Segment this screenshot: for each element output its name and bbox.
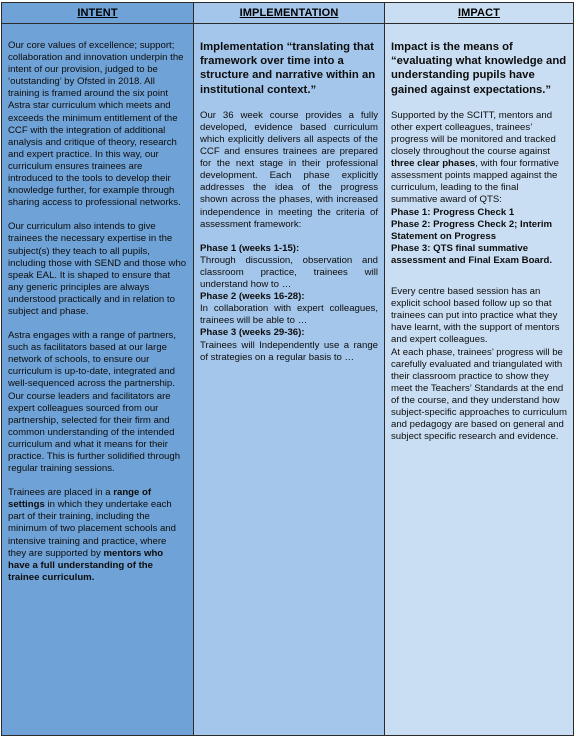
phase-2-text: In collaboration with expert colleagues, trainees will be able to … [200, 303, 378, 327]
intent-p4-bold-mentors: mentors who have a full understanding of the trainee curriculum. [8, 547, 164, 583]
progress-check-1-text: Phase 1: Progress Check 1 [391, 206, 515, 218]
progress-check-3-text: Phase 3: QTS final summative assessment and Final Exam Board. [391, 242, 553, 266]
phase-1-title: Phase 1 (weeks 1-15): [200, 242, 300, 254]
impact-p1-bold-phases: three clear phases [391, 158, 476, 170]
phase-1-text: Through discussion, observation and classroom practice, trainees will understand how to … [200, 254, 378, 291]
intent-body [2, 24, 193, 584]
impact-column [384, 3, 573, 735]
phase-2-title: Phase 2 (weeks 16-28): [200, 291, 305, 303]
impact-p1-text-c: , with four formative assessment points mapped against the curriculum, leading to the final summative award of QTS: [391, 158, 559, 206]
impact-body [385, 24, 573, 443]
intent-column [2, 3, 193, 735]
impact-paragraph-2: Every centre based session has an explicit school based follow up so that trainees can put into practice what they have learnt, with the support of mentors and expert colleagues. [391, 286, 560, 346]
implementation-column [193, 3, 384, 735]
implementation-body [194, 24, 384, 364]
impact-heading: IMPACT [385, 3, 573, 24]
curriculum-table [1, 2, 574, 736]
progress-check-3 [391, 243, 567, 267]
intent-p4-text-c: in which they undertake each part of their training, including the minimum of two placement schools and intensive training and practice, where they are supported by [8, 499, 176, 559]
intent-p4-text-a: Trainees are placed in a [8, 487, 114, 499]
implementation-heading: IMPLEMENTATION [194, 3, 384, 24]
phase-3-title: Phase 3 (weeks 29-36): [200, 327, 305, 339]
implementation-paragraph-1: Our 36 week course provides a fully developed, evidence based curriculum which explicitly delivers all aspects of the CCF and ensures trainees are prepared for the next stage in their professional development. Each phase explicitly addresses the idea of the progress shown across the phases, with increased independence in meeting the criteria of assessment framework: [200, 109, 378, 230]
intent-paragraph-3: Astra engages with a range of partners, such as facilitators based at our large network of schools, to ensure our curriculum is up-to-date, integrated and well-sequenced across the partnership. Our course leaders and facilitators are expert colleagues sourced from our partnership, selected for their firm and common understanding of the intended curriculum and what it means for their practice. This is further solidified through regular training sessions. [8, 330, 181, 475]
intent-heading: INTENT [2, 3, 193, 24]
intent-paragraph-1: Our core values of excellence; support; collaboration and innovation underpin the intent of our provision, judged to be ‘outstanding’ by Ofsted in 2018. All training is framed around the six point Astra star curriculum which meets and exceeds the minimum entitlement of the CCF with the integration of additional analysis and critique of theory, research and expert practice. In this way, our curriculum ensures trainees are introduced to the tools to develop their knowledge further, for example through sharing access to professional networks. [8, 40, 184, 209]
progress-check-2-text: Phase 2: Progress Check 2; Interim Statement on Progress [391, 218, 553, 242]
impact-paragraph-1 [391, 110, 567, 207]
impact-p1-text-a: Supported by the SCITT, mentors and other expert colleagues, trainees’ progress will be monitored and tracked closely throughout the course against [391, 109, 556, 158]
implementation-lead: Implementation “translating that framework over time into a structure and narrative within an institutional context.” [200, 41, 376, 96]
intent-p4-bold-settings: range of settings [8, 487, 152, 511]
progress-check-1 [391, 207, 567, 219]
phase-3-text: Trainees will Independently use a range of strategies on a regular basis to … [200, 339, 378, 363]
progress-check-2 [391, 219, 567, 243]
intent-paragraph-2: Our curriculum also intends to give trainees the necessary expertise in the subject(s) they teach to all pupils, including those with SEND and those who speak EAL. It is shaped to ensure that any generic principles are always understood practically and in relation to subject and phase. [8, 221, 187, 317]
impact-lead: Impact is the means of “evaluating what knowledge and understanding pupils have gained against expectations.” [391, 41, 567, 96]
impact-paragraph-3: At each phase, trainees’ progress will be carefully evaluated and triangulated with their classroom practice to show they meet the Teachers’ Standards at the end of the course, and they understand how subject-specific approaches to curriculum and pedagogy are based on general and subject specific research and evidence. [391, 346, 567, 443]
intent-paragraph-4 [8, 487, 187, 584]
